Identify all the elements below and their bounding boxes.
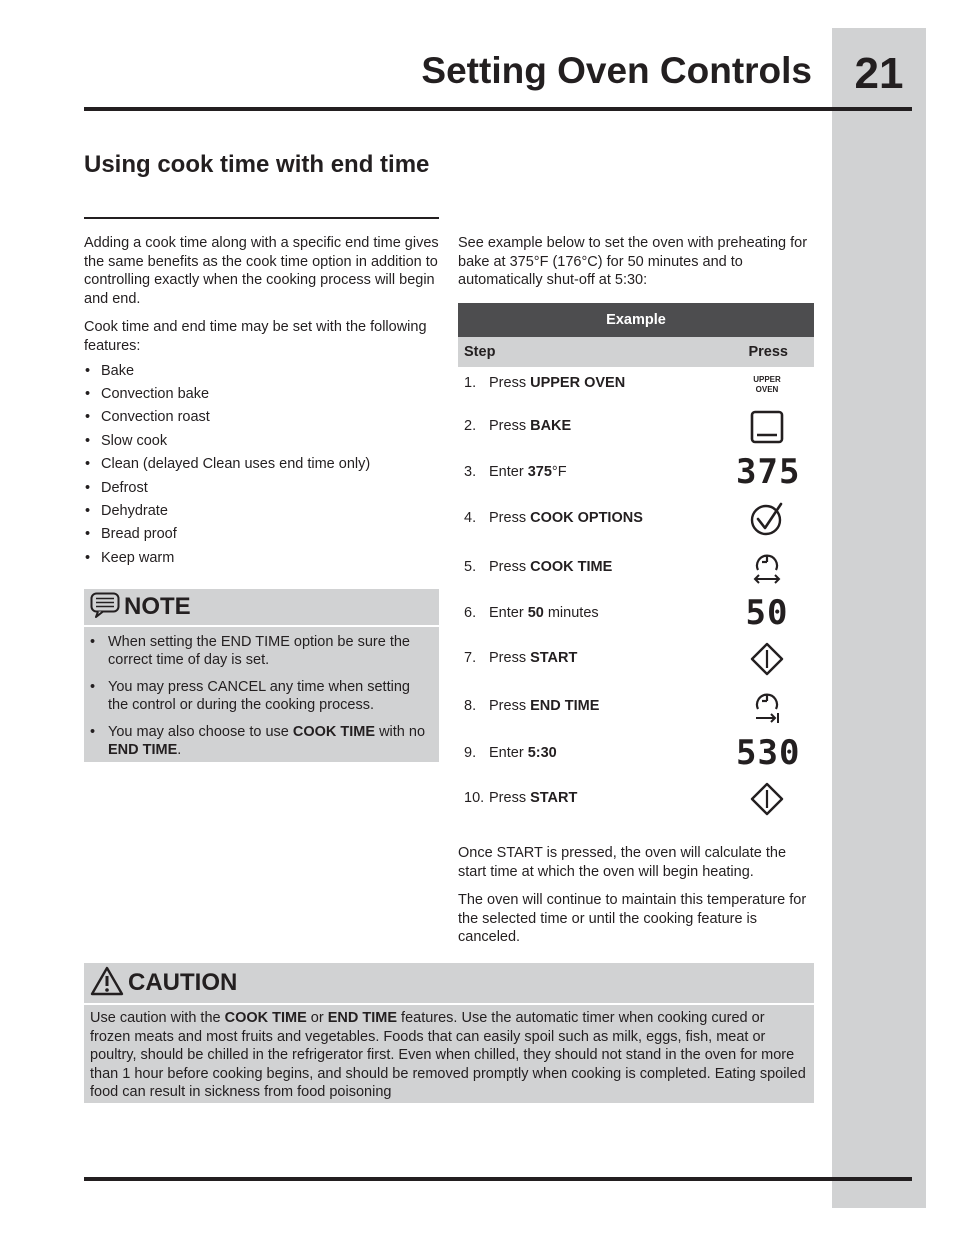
section-rule <box>84 217 439 219</box>
note-item: • You may press CANCEL any time when setting the control or during the cooking process. <box>90 678 433 714</box>
cook-time-icon[interactable] <box>736 550 798 590</box>
top-rule <box>84 107 912 111</box>
note-item: • You may also choose to use COOK TIME with no END TIME. <box>90 723 433 759</box>
after-paragraph: Once START is pressed, the oven will calculate the start time at which the oven will begin heating. <box>458 845 787 880</box>
example-subheader <box>458 337 814 367</box>
intro-paragraph: Adding a cook time along with a specific end time gives the same benefits as the cook time option in addition to controlling exactly when the cooking process will begin and end. <box>84 235 439 307</box>
caution-header <box>84 963 814 1005</box>
step-row: 5. Press COOK TIME <box>458 550 814 586</box>
step-row: 4. Press COOK OPTIONS <box>458 501 814 537</box>
bottom-rule <box>84 1177 912 1181</box>
feature-item: • Clean (delayed Clean uses end time only) <box>84 453 439 476</box>
caution-box <box>84 963 814 1103</box>
digits-50: 50 <box>745 593 789 633</box>
step-row: 9. Enter 5:30 530 <box>464 733 801 773</box>
feature-item: • Bake <box>84 360 439 383</box>
step-row: 2. Press BAKE <box>458 410 814 444</box>
step-row: 7. Press START <box>458 642 814 676</box>
feature-item: • Keep warm <box>84 547 439 570</box>
caution-title: CAUTION <box>128 969 238 996</box>
page-number: 21 <box>854 49 904 98</box>
left-column <box>84 234 439 570</box>
feature-item: • Defrost <box>84 477 439 500</box>
cook-options-icon[interactable] <box>736 501 798 541</box>
example-title: Example <box>458 303 814 337</box>
caution-text: Use caution with the COOK TIME or END TIME features. Use the automatic timer when cooking cured or frozen meats and most fruits and vegetables. Foods that can easily spoil such as milk, eggs, fish, meat or poultry, should be chilled in the refrigerator first. Even when chilled, they should not stand in the oven for more than 1 hour before cooking begins, and should be removed promptly when cooking is completed. Eating spoiled food can result in sickness from food poisoning <box>90 1010 806 1101</box>
note-list <box>84 627 439 759</box>
note-item: • When setting the END TIME option be sure the correct time of day is set. <box>90 633 433 669</box>
col-step: Step <box>464 344 496 360</box>
right-after <box>458 844 814 957</box>
warning-triangle-icon <box>90 966 124 1001</box>
after-paragraph: The oven will continue to maintain this temperature for the selected time or until the cooking feature is canceled. <box>458 892 807 946</box>
feature-item: • Convection roast <box>84 406 439 429</box>
feature-item: • Bread proof <box>84 523 439 546</box>
feature-item: • Dehydrate <box>84 500 439 523</box>
note-speech-icon <box>90 592 120 623</box>
step-row: 1. Press UPPER OVEN UPPER OVEN <box>458 375 814 395</box>
step-row: 8. Press END TIME <box>458 689 814 725</box>
feature-list <box>84 360 439 571</box>
bake-icon[interactable] <box>736 410 798 448</box>
note-box <box>84 589 439 762</box>
start-icon[interactable] <box>736 782 798 820</box>
right-intro: See example below to set the oven with preheating for bake at 375°F (176°C) for 50 minutes and to automatically shut-off at 5:30: <box>458 235 808 289</box>
page-title: Setting Oven Controls <box>421 50 812 91</box>
digits-530: 530 <box>736 733 801 773</box>
digits-375: 375 <box>736 452 801 492</box>
side-bar <box>832 28 926 1208</box>
step-row: 6. Enter 50 minutes 50 <box>458 593 814 633</box>
features-intro: Cook time and end time may be set with the following features: <box>84 319 427 354</box>
col-press: Press <box>748 344 788 360</box>
step-row: 3. Enter 375°F 375 <box>464 452 801 492</box>
section-heading: Using cook time with end time <box>84 151 430 178</box>
start-icon[interactable] <box>736 642 798 680</box>
feature-item: • Slow cook <box>84 430 439 453</box>
note-title: NOTE <box>124 593 191 620</box>
upper-oven-button[interactable]: UPPER OVEN <box>753 375 781 394</box>
note-header <box>84 589 439 627</box>
example-table <box>458 303 814 367</box>
step-row: 10. Press START <box>458 782 814 816</box>
end-time-icon[interactable] <box>736 689 798 729</box>
feature-item: • Convection bake <box>84 383 439 406</box>
